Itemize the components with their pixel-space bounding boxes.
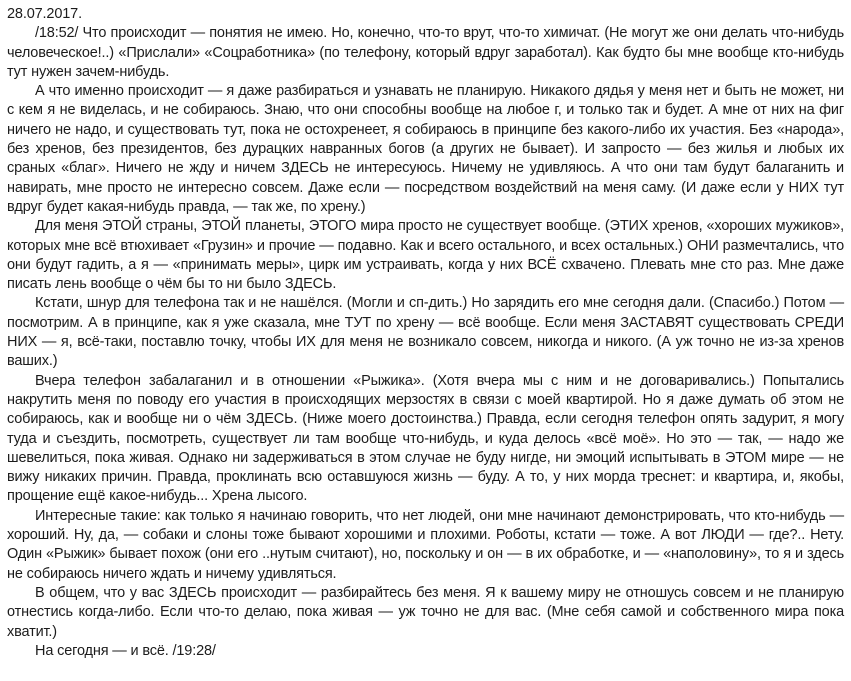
- paragraph-conclusion: В общем, что у вас ЗДЕСЬ происходит — разбирайтесь без меня. Я к вашему миру не отношусь совсем и не планирую отнестись когда-либо. Если что-то делаю, пока живая — уж точно не для вас. (Мне себя самой и собственного мира пока хватит.): [7, 584, 844, 640]
- paragraph-closing-time: На сегодня — и всё. /19:28/: [35, 642, 216, 659]
- paragraph-interesting-ones: Интересные такие: как только я начинаю говорить, что нет людей, они мне начинают демонстрировать, что кто-нибудь — хороший. Ну, да, — собаки и слоны тоже бывают хорошими и плохими. Роботы, кстати — тоже. А вот ЛЮДИ — где?.. Нету. Один «Рыжик» бывает похож (они его ..нутым считают), но, поскольку и он — в их обработке, и — «наполовину», то я и здесь не собираюсь ничего ждать и ничему удивляться.: [7, 507, 844, 582]
- paragraph-intro: /18:52/ Что происходит — понятия не имею. Но, конечно, что-то врут, что-то химичат. (Не могут же они делать что-нибудь человеческое!..) «Прислали» «Соцработника» (по телефону, который вдруг заработал). Как будто бы мне вообще кто-нибудь тут нужен зачем-нибудь.: [7, 25, 844, 80]
- paragraph-yesterday-phone: Вчера телефон забалаганил и в отношении «Рыжика». (Хотя вчера мы с ним и не договаривались.) Попытались накрутить меня по поводу его участия в происходящих мерзостях в связи с моей квартирой. Но я даже думать об этом не собираюсь, как и вообще ни о чём ЗДЕСЬ. (Ниже моего достоинства.) Правда, если сегодня телефон опять задурит, я могу туда и съездить, посмотреть, существует ли там вообще что-нибудь, и куда делось «всё моё». Но это — так, — надо же шевелиться, пока живая. Однако ни задерживаться в этом случае не буду нигде, ни эмоций испытывать в ЭТОМ мире — не вижу никаких причин. Правда, проклинать всю оставшуюся жизнь — буду. А то, у них морда треснет: и квартира, и, якобы, прощение ещё какое-нибудь... Хрена лысого.: [7, 372, 844, 505]
- entry-date: 28.07.2017.: [7, 6, 82, 22]
- paragraph-this-world: Для меня ЭТОЙ страны, ЭТОЙ планеты, ЭТОГО мира просто не существует вообще. (ЭТИХ хренов, «хороших мужиков», которых мне всё втюхивает «Грузин» и прочие — подавно. Как и всего остального, и всех остальных.) ОНИ размечтались, что они будут гадить, а я — «принимать меры», цирк им устраивать, когда у них ВСЁ схвачено. Плевать мне сто раз. Мне даже писать лень вообще о чём бы то ни было ЗДЕСЬ.: [7, 218, 844, 293]
- paragraph-whats-happening: А что именно происходит — я даже разбираться и узнавать не планирую. Никакого дядья у меня нет и быть не может, ни с кем я не виделась, и не собираюсь. Знаю, что они способны вообще на любое г, и только так и будет. А мне от них на фиг ничего не надо, и существовать тут, пока не остохренеет, я собираюсь в принципе без какого-либо их участия. Без «народа», без хренов, без президентов, без дурацких навранных богов (а других не бывает). И запросто — без жилья и любых их сраных «благ». Ничего не жду и ничем ЗДЕСЬ не интересуюсь. Ничему не удивляюсь. А что они там будут балаганить и навирать, мне просто не интересно совсем. Даже если — посредством воздействий на меня саму. (И даже если у НИХ тут вдруг будет какая-нибудь правда, — так же, по хрену.): [7, 83, 844, 215]
- paragraph-phone-cord: Кстати, шнур для телефона так и не нашёлся. (Могли и сп-дить.) Но зарядить его мне сегодня дали. (Спасибо.) Потом — посмотрим. А в принципе, как я уже сказала, мне ТУТ по хрену — всё вообще. Если меня ЗАСТАВЯТ существовать СРЕДИ НИХ — я, всё-таки, поставлю точку, чтобы ИХ для меня не возникало совсем, никогда и никого. (А уж точно не из-за хренов ваших.): [7, 295, 844, 370]
